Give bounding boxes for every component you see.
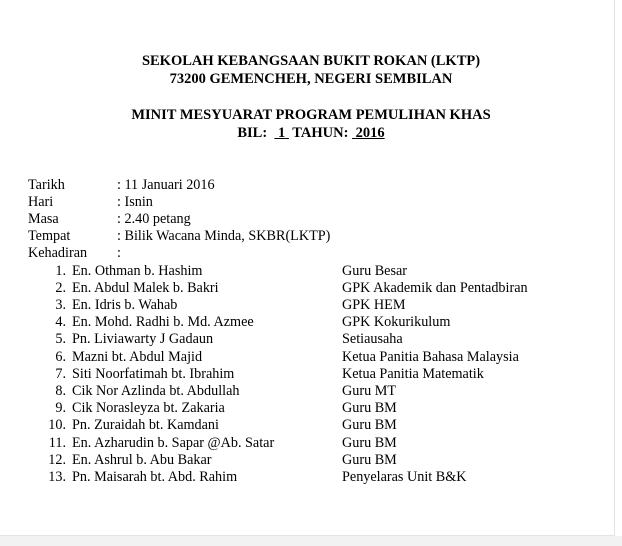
attendee-role: Penyelaras Unit B&K — [342, 469, 467, 485]
attendee-row — [0, 313, 614, 331]
tahun-value: 2016 — [355, 125, 385, 141]
attendee-name: Cik Nor Azlinda bt. Abdullah — [72, 383, 240, 399]
viewer-background — [0, 536, 622, 546]
detail-label: Tarikh — [28, 177, 65, 193]
attendee-row — [0, 330, 614, 348]
attendee-role: Ketua Panitia Matematik — [342, 366, 484, 382]
detail-value: : 2.40 petang — [117, 211, 191, 227]
attendee-number: 7. — [55, 366, 66, 382]
attendee-number: 10. — [48, 417, 66, 433]
attendee-role: GPK HEM — [342, 297, 406, 313]
detail-row — [0, 176, 614, 194]
attendee-row — [0, 468, 614, 486]
detail-value: : — [117, 245, 121, 261]
attendee-row — [0, 348, 614, 366]
school-name: SEKOLAH KEBANGSAAN BUKIT ROKAN (LKTP) — [141, 53, 481, 69]
attendee-number: 11. — [48, 435, 66, 451]
attendee-name: Pn. Zuraidah bt. Kamdani — [72, 417, 219, 433]
detail-value: : Isnin — [117, 194, 153, 210]
attendee-row — [0, 382, 614, 400]
attendee-number: 2. — [55, 280, 66, 296]
bil-label: BIL: — [237, 125, 268, 141]
document-number-line — [0, 124, 622, 142]
detail-row — [0, 227, 614, 245]
attendee-name: En. Idris b. Wahab — [72, 297, 178, 313]
detail-label: Masa — [28, 211, 59, 227]
attendee-row — [0, 279, 614, 297]
attendee-role: Guru BM — [342, 452, 397, 468]
attendee-number: 13. — [48, 469, 66, 485]
detail-value: : Bilik Wacana Minda, SKBR(LKTP) — [117, 228, 331, 244]
attendee-number: 1. — [55, 263, 66, 279]
document-title: MINIT MESYUARAT PROGRAM PEMULIHAN KHAS — [131, 107, 491, 123]
attendee-name: Pn. Maisarah bt. Abd. Rahim — [72, 469, 238, 485]
attendee-row — [0, 365, 614, 383]
attendee-number: 6. — [55, 349, 66, 365]
attendee-name: En. Ashrul b. Abu Bakar — [72, 452, 212, 468]
tahun-label: TAHUN: — [292, 125, 349, 141]
attendee-number: 3. — [55, 297, 66, 313]
attendee-row — [0, 262, 614, 280]
attendee-name: Cik Norasleyza bt. Zakaria — [72, 400, 225, 416]
attendee-name: En. Mohd. Radhi b. Md. Azmee — [72, 314, 254, 330]
attendee-number: 4. — [55, 314, 66, 330]
detail-label: Tempat — [28, 228, 71, 244]
attendee-name: Mazni bt. Abdul Majid — [72, 349, 203, 365]
attendee-role: Guru Besar — [342, 263, 408, 279]
attendee-row — [0, 434, 614, 452]
attendee-number: 9. — [55, 400, 66, 416]
bil-value: 1 — [278, 125, 286, 141]
attendee-row — [0, 296, 614, 314]
detail-label: Hari — [28, 194, 54, 210]
attendee-role: GPK Kokurikulum — [342, 314, 451, 330]
attendee-name: Pn. Liviawarty J Gadaun — [72, 331, 214, 347]
attendee-name: En. Abdul Malek b. Bakri — [72, 280, 219, 296]
school-address: 73200 GEMENCHEH, NEGERI SEMBILAN — [169, 71, 453, 87]
detail-label: Kehadiran — [28, 245, 88, 261]
detail-row — [0, 244, 614, 262]
attendee-role: Setiausaha — [342, 331, 403, 347]
attendee-number: 12. — [48, 452, 66, 468]
attendee-name: Siti Noorfatimah bt. Ibrahim — [72, 366, 235, 382]
attendee-role: Guru BM — [342, 417, 397, 433]
attendee-role: GPK Akademik dan Pentadbiran — [342, 280, 528, 296]
attendee-role: Guru BM — [342, 400, 397, 416]
attendee-number: 8. — [55, 383, 66, 399]
detail-row — [0, 193, 614, 211]
attendee-name: En. Othman b. Hashim — [72, 263, 203, 279]
attendee-role: Guru MT — [342, 383, 396, 399]
attendee-row — [0, 451, 614, 469]
detail-value: : 11 Januari 2016 — [117, 177, 215, 193]
attendee-number: 5. — [55, 331, 66, 347]
attendee-row — [0, 416, 614, 434]
attendee-role: Ketua Panitia Bahasa Malaysia — [342, 349, 519, 365]
attendee-role: Guru BM — [342, 435, 397, 451]
attendee-name: En. Azharudin b. Sapar @Ab. Satar — [72, 435, 275, 451]
attendee-row — [0, 399, 614, 417]
detail-row — [0, 210, 614, 228]
